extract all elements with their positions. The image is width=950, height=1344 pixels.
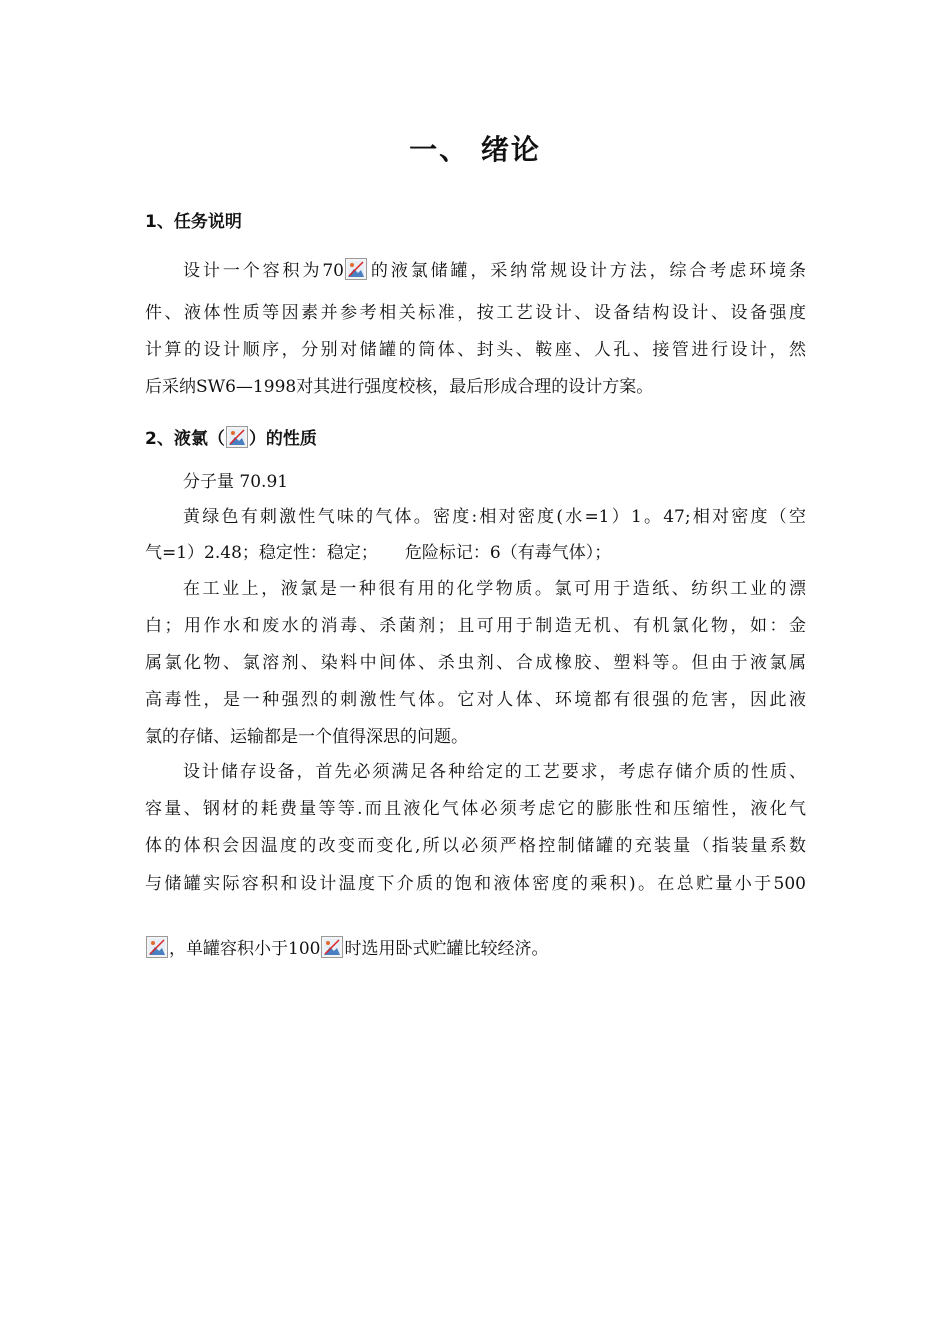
paragraph-line: 计算的设计顺序，分别对储罐的筒体、封头、鞍座、人孔、接管进行设计，然: [145, 340, 806, 360]
paragraph-line: 黄绿色有刺激性气味的气体。密度:相对密度(水=1）1。47;相对密度（空: [183, 507, 806, 527]
line-text: 设计一个容积为70: [183, 261, 344, 281]
paragraph-line: 属氯化物、氯溶剂、染料中间体、杀虫剂、合成橡胶、塑料等。但由于液氯属: [145, 653, 806, 673]
paragraph-line: 气=1）2.48；稳定性：稳定； 危险标记：6（有毒气体）；: [145, 543, 612, 563]
heading-text: 2、液氯（: [145, 429, 225, 449]
molecular-weight: 分子量 70.91: [183, 472, 289, 492]
paragraph-line: [183, 258, 806, 281]
paragraph-line: 后采纳SW6—1998对其进行强度校核，最后形成合理的设计方案。: [145, 377, 654, 397]
broken-image-icon: [146, 936, 168, 958]
heading-text: ）的性质: [248, 429, 317, 449]
paragraph-line: 件、液体性质等因素并参考相关标准，按工艺设计、设备结构设计、设备强度: [145, 303, 806, 323]
paragraph-line: 体的体积会因温度的改变而变化,所以必须严格控制储罐的充装量（指装量系数: [145, 836, 806, 856]
paragraph-line: 容量、钢材的耗费量等等.而且液化气体必须考虑它的膨胀性和压缩性，液化气: [145, 799, 806, 819]
paragraph-line: 氯的存储、运输都是一个值得深思的问题。: [145, 727, 468, 747]
line-text: 的液氯储罐，采纳常规设计方法，综合考虑环境条: [368, 261, 806, 281]
line-text: ，单罐容积小于100: [169, 939, 321, 959]
paragraph-line: 与储罐实际容积和设计温度下介质的饱和液体密度的乘积)。在总贮量小于500: [145, 874, 806, 894]
section-heading-task: 1、任务说明: [145, 212, 242, 232]
paragraph-line: [145, 936, 548, 959]
paragraph-line: 在工业上，液氯是一种很有用的化学物质。氯可用于造纸、纺织工业的漂: [183, 579, 806, 599]
paragraph-line: 高毒性，是一种强烈的刺激性气体。它对人体、环境都有很强的危害，因此液: [145, 690, 806, 710]
broken-image-icon: [345, 258, 367, 280]
broken-image-icon: [226, 426, 248, 448]
broken-image-icon: [321, 936, 343, 958]
section-heading-properties: [145, 424, 317, 449]
chapter-title: 一、 绪论: [409, 133, 541, 166]
paragraph-line: 白；用作水和废水的消毒、杀菌剂；且可用于制造无机、有机氯化物，如：金: [145, 616, 806, 636]
paragraph-line: 设计储存设备，首先必须满足各种给定的工艺要求，考虑存储介质的性质、: [183, 762, 806, 782]
line-text: 时选用卧式贮罐比较经济。: [344, 939, 549, 959]
